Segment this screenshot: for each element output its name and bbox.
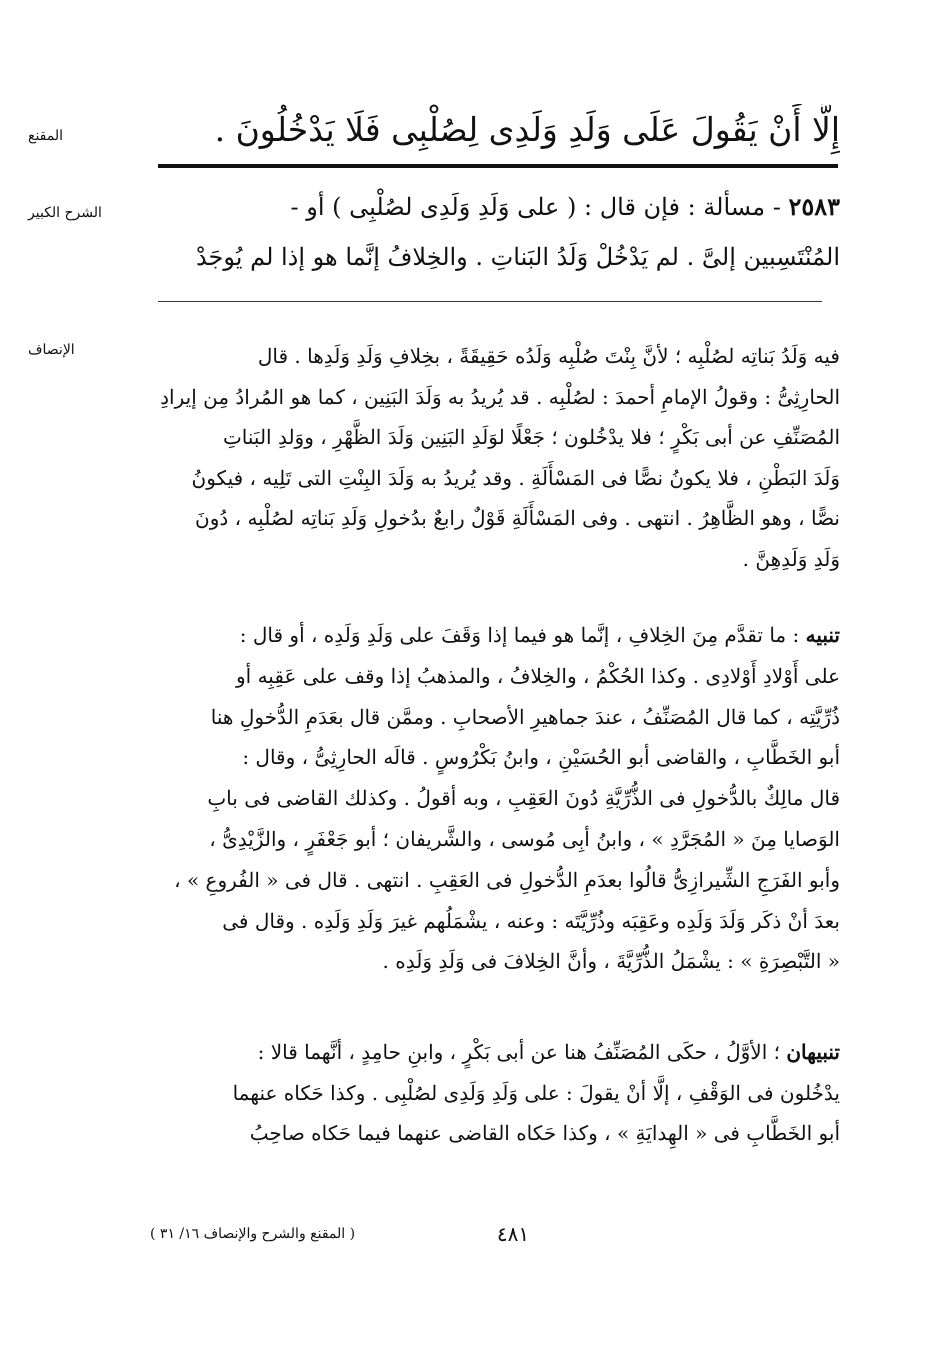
insaf-paragraph-tanbihan [160, 1032, 840, 1154]
label-sharh-kabir: الشرح الكبير [28, 205, 102, 221]
insaf-line: الوَصايا مِنَ « المُجَرَّدِ » ، وابنُ أبِى مُوسى ، والشَّريفان ؛ أبو جَعْفَرٍ ، والزَّيْدِىُّ ، [209, 826, 840, 851]
insaf-line: وَلَدِ وَلَدِهِنَّ . [742, 546, 840, 571]
insaf-line: بعدَ أنْ ذكَر وَلَدَ وَلَدِه وعَقِبَه وذُرِّيَّتَه : وعنه ، يشْمَلُهم غيرَ وَلَدِ وَلَدِه . وقال فى [222, 908, 840, 933]
section-divider-thick [158, 164, 838, 168]
page-number: ٤٨١ [496, 1222, 530, 1246]
muqni-text-block [160, 104, 840, 156]
insaf-line: المُصَنِّفِ عن أبى بَكْرٍ ؛ فلا يدْخُلون ؛ جَعْلًا لوَلَدِ البَنِين وَلَدَ الظَّهْرِ ، ووَلدِ البَناتِ [222, 425, 840, 449]
label-muqni: المقنع [28, 128, 64, 144]
insaf-paragraph-1 [160, 336, 840, 579]
insaf-line [160, 615, 840, 656]
insaf-line: الحارِثِىُّ : وقولُ الإمامِ أحمدَ : لصُلْبِه . قد يُريدُ به وَلَدَ البَنِين ، كما هو المُرادُ مِن إيرادِ [160, 384, 840, 409]
insaf-line: يدْخُلون فى الوَقْفِ ، إلَّا أنْ يقولَ : على وَلَدِ وَلَدِى لصُلْبِى . وكذا حَكاه عنهما [232, 1080, 840, 1105]
issue-number: ٢٥٨٣ [788, 192, 840, 221]
insaf-paragraph-tanbih [160, 615, 840, 982]
tanbih-line-1-text: : ما تقدَّم مِنَ الخِلافِ ، إنَّما هو فيما إذا وَقَفَ على وَلَدِ وَلَدِه ، أو قال : [239, 623, 806, 647]
insaf-line: فيه وَلَدُ بَناتِه لصُلْبِه ؛ لأنَّ بِنْتَ صُلْبِه وَلَدُه حَقِيقَةً ، بخِلافِ وَلَدِ وَلَدِها . قال [257, 344, 840, 368]
insaf-line [160, 1032, 840, 1073]
tanbihan-heading: تنبيهان [786, 1040, 840, 1064]
tanbihan-line-1-text: ؛ الأوَّلُ ، حكَى المُصَنِّفُ هنا عن أبى بَكْرٍ ، وابنِ حامِدٍ ، أنَّهما قالا : [257, 1040, 787, 1064]
insaf-line: على أَوْلادِ أَوْلادِى . وكذا الحُكْمُ ، والخِلافُ ، والمذهبُ إذا وقف على عَقِبِه أو [236, 663, 840, 688]
sharh-line-2: المُنْتَسِبين إلىَّ . لم يَدْخُلْ وَلَدُ البَناتِ . والخِلافُ إنَّما هو إذا لم يُوجَدْ [195, 243, 840, 271]
sharh-line-1 [160, 182, 840, 232]
insaf-line: قال مالِكٌ بالدُّخولِ فى الذُّرِّيَّةِ دُونَ العَقِبِ ، وبه أقولُ . وكذلك القاضى فى بابِ [207, 786, 840, 811]
label-insaf: الإنصاف [28, 342, 75, 358]
insaf-line: أبو الخَطَّابِ ، والقاضى أبو الحُسَيْنِ ، وابنُ بَكْرُوسٍ . قالَه الحارِثِىُّ ، وقال : [242, 745, 840, 770]
insaf-line: وَلَدَ البَطْنِ ، فلا يكونُ نصًّا فى المَسْأَلَةِ . وقد يُريدُ به وَلَدَ البِنْتِ التى تَلِيه ، فيكونُ [191, 465, 840, 490]
tanbih-heading: تنبيه [805, 623, 840, 647]
insaf-line: أبو الخَطَّابِ فى « الهِدايَةِ » ، وكذا حَكاه القاضى عنهما فيما حَكاه صاحِبُ [249, 1121, 840, 1145]
volume-reference: ( المقنع والشرح والإنصاف ١٦/ ٣١ ) [150, 1226, 356, 1242]
sharh-line-1-text: - مسألة : فإن قال : ( على وَلَدِ وَلَدِى لصُلْبِى ) أو - [290, 193, 789, 221]
section-divider-thin [158, 301, 822, 302]
insaf-line: نصًّا ، وهو الظَّاهِرُ . انتهى . وفى المَسْأَلَةِ قَوْلٌ رابعٌ بدُخولِ وَلَدِ بَناتِه لصُلْبِه ، دُونَ [195, 506, 840, 530]
insaf-line: وأبو الفَرَجِ الشِّيرازِىُّ قالُوا بعدَمِ الدُّخولِ فى العَقِبِ . انتهى . قال فى « الفُروعِ » ، [174, 867, 840, 892]
sharh-text-block [160, 182, 840, 282]
muqni-line: إِلَّا أَنْ يَقُولَ عَلَى وَلَدِ وَلَدِى لِصُلْبِى فَلَا يَدْخُلُونَ . [214, 110, 840, 149]
insaf-line: ذُرِّيَّتِه ، كما قال المُصَنِّفُ ، عندَ جماهيرِ الأصحابِ . وممَّن قال بعَدَمِ الدُّخولِ هنا [210, 704, 840, 729]
insaf-line: « التَّبْصِرَةِ » : يشْمَلُ الذُّرِّيَّةَ ، وأنَّ الخِلافَ فى وَلَدِ وَلَدِه . [382, 949, 840, 974]
